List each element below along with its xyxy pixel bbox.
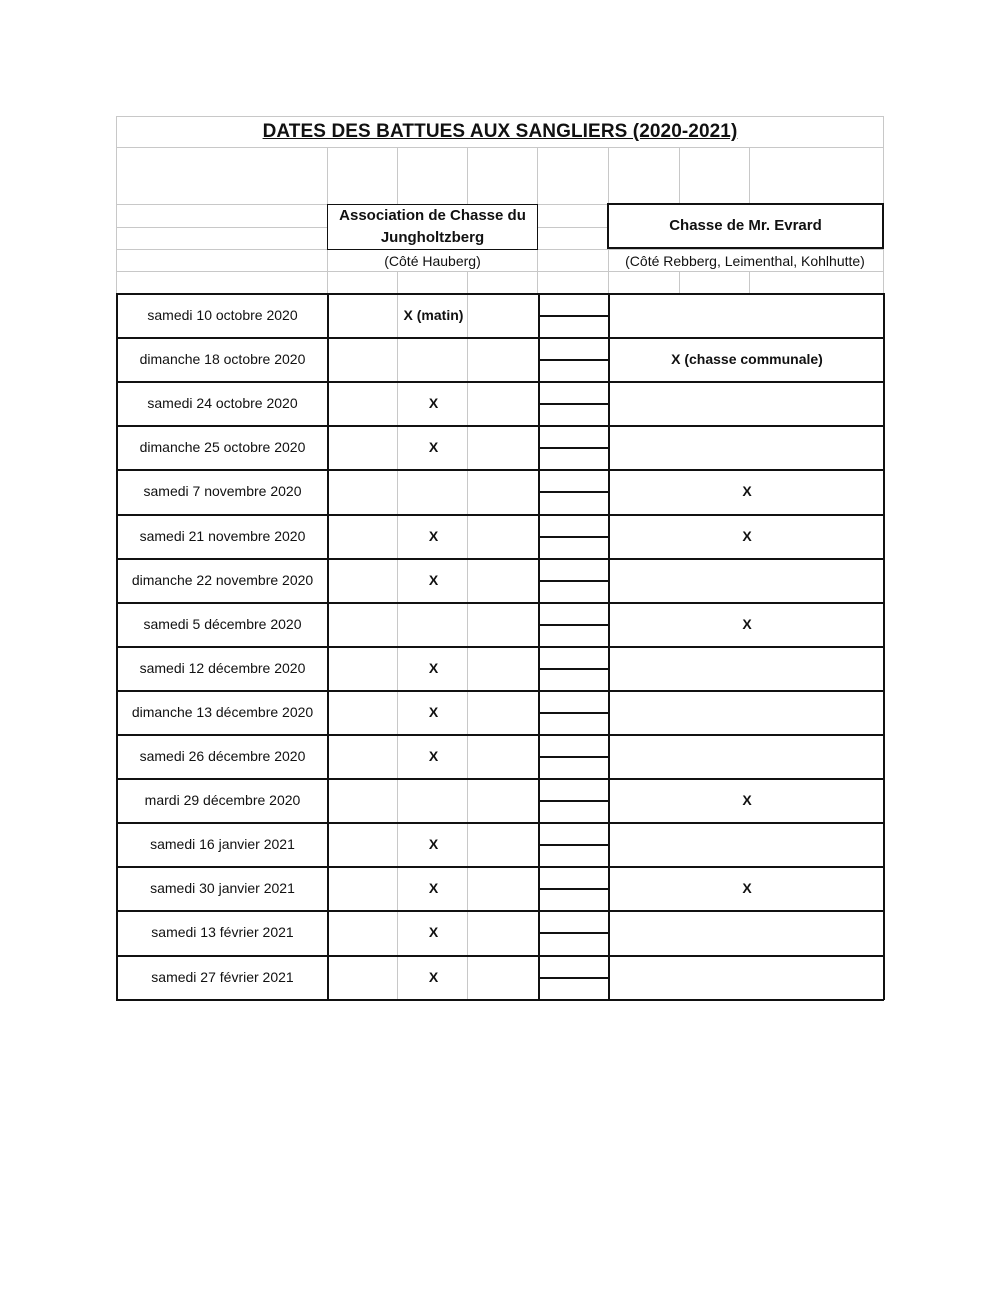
row-evrard-mark xyxy=(610,646,884,690)
assoc-header-name: Association de Chasse du Jungholtzberg xyxy=(339,207,526,246)
row-assoc-mark xyxy=(329,337,538,381)
row-assoc-mark: X xyxy=(428,748,439,765)
assoc-header-sub: (Côté Hauberg) xyxy=(384,252,481,269)
row-evrard-mark: X xyxy=(742,527,752,544)
row-date: dimanche 18 octobre 2020 xyxy=(139,351,306,368)
grid-vline xyxy=(749,147,750,205)
row-evrard-mark xyxy=(610,293,884,337)
row-assoc-mark: X xyxy=(428,968,439,985)
row-date: samedi 30 janvier 2021 xyxy=(150,880,295,897)
separator-mid-line xyxy=(538,800,608,802)
row-assoc-mark: X xyxy=(428,395,439,412)
row-assoc-mark: X xyxy=(428,836,439,853)
row-evrard-mark xyxy=(610,822,884,866)
row-date: samedi 24 octobre 2020 xyxy=(147,395,298,412)
separator-mid-line xyxy=(538,536,608,538)
row-evrard-mark xyxy=(610,955,884,999)
row-date: mardi 29 décembre 2020 xyxy=(144,792,301,809)
row-evrard-mark: X xyxy=(742,792,752,809)
row-assoc-mark: X xyxy=(428,703,439,720)
row-assoc-mark: X xyxy=(428,527,439,544)
row-evrard-mark xyxy=(610,558,884,602)
row-date: dimanche 13 décembre 2020 xyxy=(131,703,314,720)
evrard-header-sub: (Côté Rebberg, Leimenthal, Kohlhutte) xyxy=(625,252,865,269)
row-date: samedi 27 février 2021 xyxy=(151,968,294,985)
separator-mid-line xyxy=(538,977,608,979)
row-date: samedi 13 février 2021 xyxy=(151,924,294,941)
grid-vline xyxy=(749,271,750,294)
row-evrard-mark xyxy=(610,425,884,469)
row-date: dimanche 25 octobre 2020 xyxy=(139,439,306,456)
row-evrard-mark xyxy=(610,910,884,954)
grid-line xyxy=(538,204,608,205)
grid-vline xyxy=(467,147,468,205)
separator-mid-line xyxy=(538,359,608,361)
row-date: samedi 5 décembre 2020 xyxy=(143,615,302,632)
evrard-header-name: Chasse de Mr. Evrard xyxy=(669,217,822,234)
row-evrard-mark: X xyxy=(742,880,752,897)
separator-mid-line xyxy=(538,756,608,758)
separator-mid-line xyxy=(538,491,608,493)
table-hline xyxy=(116,999,884,1001)
row-date: samedi 7 novembre 2020 xyxy=(143,483,302,500)
separator-mid-line xyxy=(538,712,608,714)
row-evrard-mark xyxy=(610,690,884,734)
grid-line xyxy=(116,227,327,228)
grid-line xyxy=(116,147,884,148)
grid-line xyxy=(116,204,327,205)
separator-mid-line xyxy=(538,932,608,934)
grid-vline xyxy=(397,147,398,205)
grid-vline xyxy=(679,271,680,294)
grid-vline xyxy=(397,271,398,294)
grid-line xyxy=(116,271,884,272)
row-evrard-mark: X xyxy=(742,483,752,500)
row-assoc-mark: X xyxy=(428,880,439,897)
separator-mid-line xyxy=(538,844,608,846)
row-assoc-mark: X xyxy=(428,571,439,588)
row-assoc-mark xyxy=(329,778,538,822)
row-date: samedi 26 décembre 2020 xyxy=(139,748,306,765)
row-assoc-mark xyxy=(329,469,538,513)
row-assoc-mark: X xyxy=(428,439,439,456)
grid-line xyxy=(538,227,608,228)
row-evrard-mark xyxy=(610,381,884,425)
row-assoc-mark: X xyxy=(428,924,439,941)
separator-mid-line xyxy=(538,624,608,626)
separator-mid-line xyxy=(538,888,608,890)
row-assoc-mark xyxy=(329,602,538,646)
row-evrard-mark: X (chasse communale) xyxy=(671,351,823,368)
row-evrard-mark xyxy=(610,734,884,778)
row-date: samedi 16 janvier 2021 xyxy=(150,836,295,853)
row-date: dimanche 22 novembre 2020 xyxy=(131,571,314,588)
row-assoc-mark: X (matin) xyxy=(403,307,464,324)
separator-mid-line xyxy=(538,668,608,670)
grid-vline xyxy=(467,271,468,294)
row-assoc-mark: X xyxy=(428,659,439,676)
row-date: samedi 21 novembre 2020 xyxy=(139,527,306,544)
grid-vline xyxy=(679,147,680,205)
separator-mid-line xyxy=(538,447,608,449)
separator-mid-line xyxy=(538,315,608,317)
separator-mid-line xyxy=(538,580,608,582)
row-evrard-mark: X xyxy=(742,615,752,632)
row-date: samedi 10 octobre 2020 xyxy=(147,307,298,324)
page-title: DATES DES BATTUES AUX SANGLIERS (2020-2021) xyxy=(262,121,738,142)
separator-mid-line xyxy=(538,403,608,405)
row-date: samedi 12 décembre 2020 xyxy=(139,659,306,676)
